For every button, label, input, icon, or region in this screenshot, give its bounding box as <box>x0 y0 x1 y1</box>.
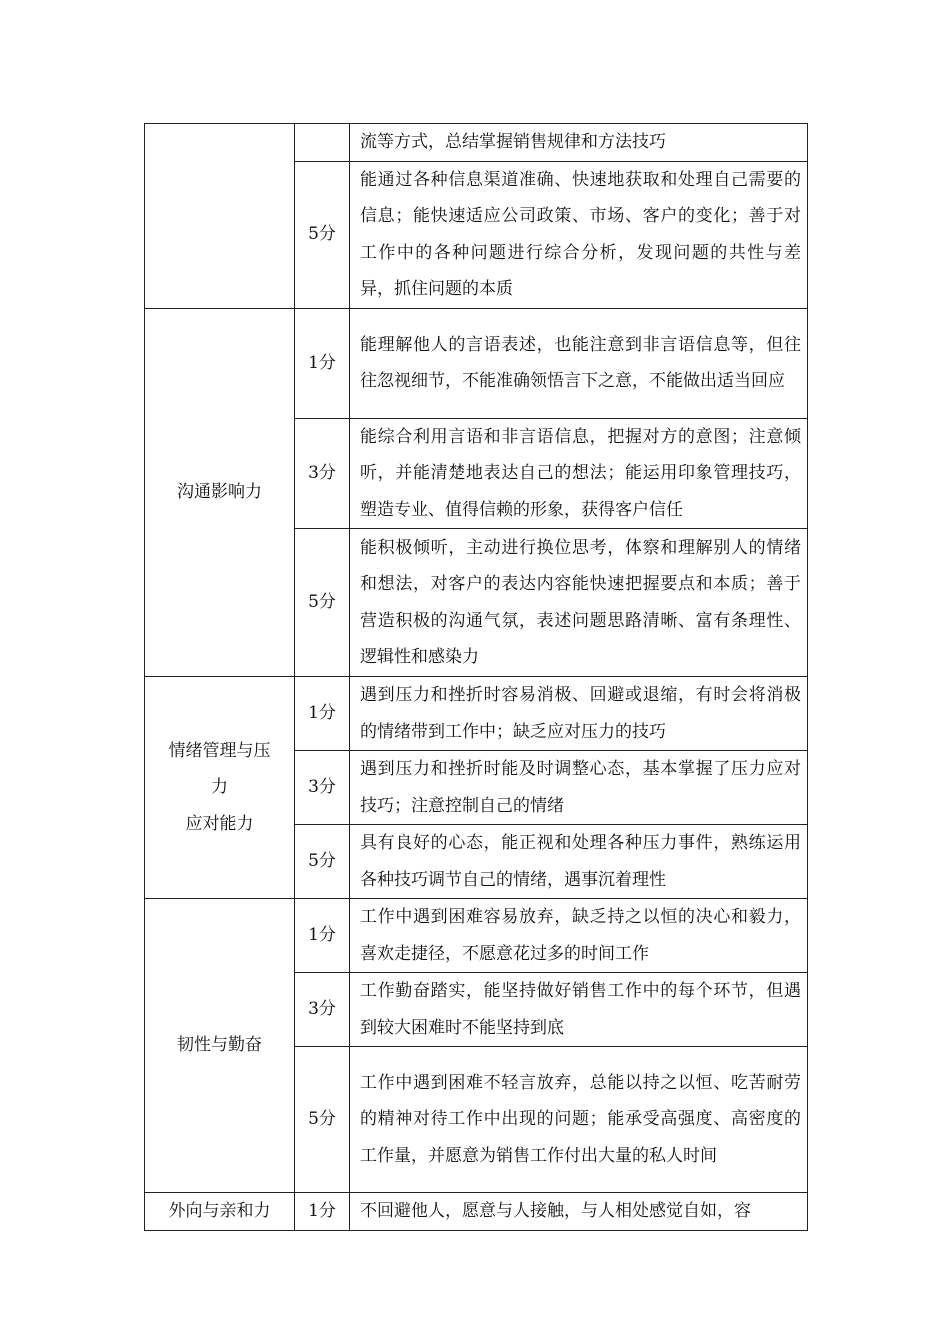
description-cell: 具有良好的心态，能正视和处理各种压力事件，熟练运用各种技巧调节自己的情绪，遇事沉着理性 <box>350 825 808 899</box>
description-cell: 遇到压力和挫折时容易消极、回避或退缩，有时会将消极的情绪带到工作中；缺乏应对压力的技巧 <box>350 677 808 751</box>
table-row <box>145 1193 808 1231</box>
category-label <box>145 733 294 843</box>
score-cell: 5分 <box>295 825 350 899</box>
category-line: 力 <box>211 777 228 798</box>
score-cell: 1分 <box>295 899 350 973</box>
description-cell: 工作中遇到困难不轻言放弃，总能以持之以恒、吃苦耐劳的精神对待工作中出现的问题；能承受高强度、高密度的工作量，并愿意为销售工作付出大量的私人时间 <box>350 1047 808 1193</box>
description-cell: 流等方式，总结掌握销售规律和方法技巧 <box>350 124 808 162</box>
competency-table <box>144 123 808 1231</box>
score-cell: 3分 <box>295 751 350 825</box>
table-row <box>145 308 808 418</box>
category-cell <box>145 124 295 309</box>
description-cell: 工作中遇到困难容易放弃，缺乏持之以恒的决心和毅力，喜欢走捷径，不愿意花过多的时间工作 <box>350 899 808 973</box>
category-cell: 沟通影响力 <box>145 308 295 677</box>
category-cell <box>145 677 295 899</box>
score-cell: 5分 <box>295 529 350 677</box>
description-cell: 工作勤奋踏实，能坚持做好销售工作中的每个环节，但遇到较大困难时不能坚持到底 <box>350 973 808 1047</box>
score-cell: 3分 <box>295 418 350 529</box>
category-cell: 外向与亲和力 <box>145 1193 295 1231</box>
score-cell <box>295 124 350 162</box>
table-row <box>145 124 808 162</box>
description-cell: 不回避他人，愿意与人接触，与人相处感觉自如，容 <box>350 1193 808 1231</box>
description-cell: 能积极倾听，主动进行换位思考，体察和理解别人的情绪和想法，对客户的表达内容能快速把握要点和本质；善于营造积极的沟通气氛，表述问题思路清晰、富有条理性、逻辑性和感染力 <box>350 529 808 677</box>
table-row <box>145 899 808 973</box>
category-line: 情绪管理与压 <box>168 740 271 761</box>
description-cell: 能通过各种信息渠道准确、快速地获取和处理自己需要的信息；能快速适应公司政策、市场、客户的变化；善于对工作中的各种问题进行综合分析，发现问题的共性与差异，抓住问题的本质 <box>350 161 808 308</box>
score-cell: 3分 <box>295 973 350 1047</box>
score-cell: 1分 <box>295 1193 350 1231</box>
description-cell: 能理解他人的言语表述，也能注意到非言语信息等，但往往忽视细节，不能准确领悟言下之意，不能做出适当回应 <box>350 308 808 418</box>
category-line: 应对能力 <box>185 813 254 834</box>
score-cell: 5分 <box>295 1047 350 1193</box>
score-cell: 1分 <box>295 308 350 418</box>
description-cell: 遇到压力和挫折时能及时调整心态，基本掌握了压力应对技巧；注意控制自己的情绪 <box>350 751 808 825</box>
score-cell: 1分 <box>295 677 350 751</box>
category-cell: 韧性与勤奋 <box>145 899 295 1193</box>
description-cell: 能综合利用言语和非言语信息，把握对方的意图；注意倾听，并能清楚地表达自己的想法；能运用印象管理技巧，塑造专业、值得信赖的形象，获得客户信任 <box>350 418 808 529</box>
score-cell: 5分 <box>295 161 350 308</box>
table-row <box>145 677 808 751</box>
